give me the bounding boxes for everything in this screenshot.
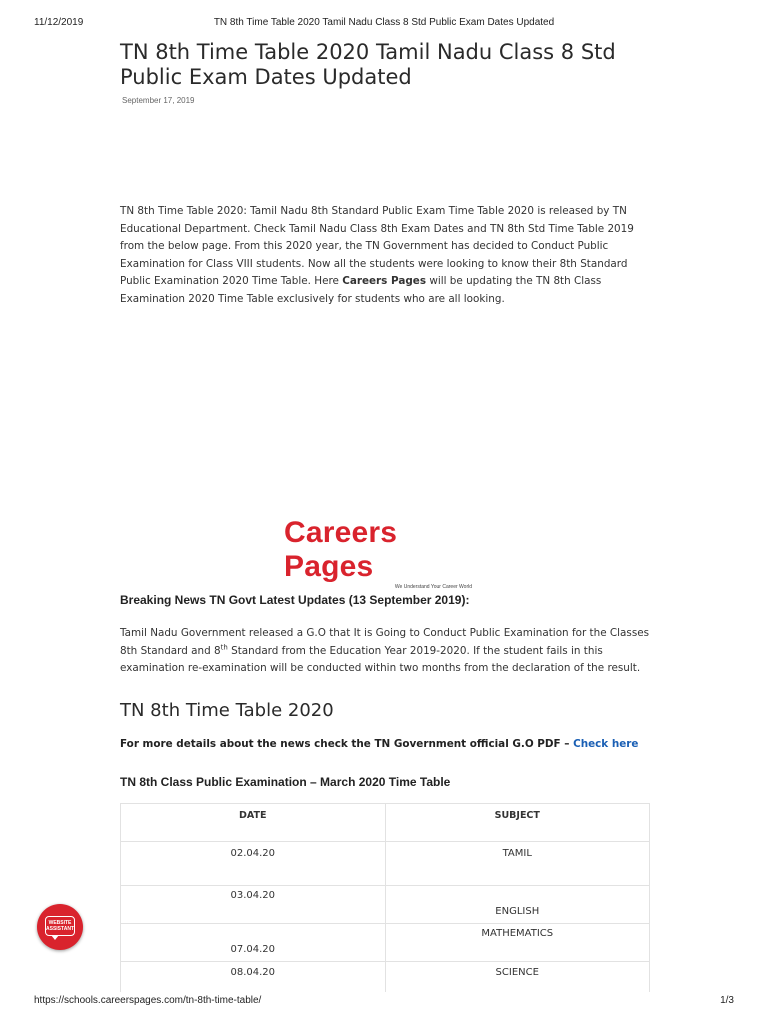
subject-cell: MATHEMATICS [385, 924, 650, 962]
check-here-link[interactable]: Check here [573, 738, 639, 750]
article-intro [120, 203, 650, 308]
careers-pages-logo[interactable] [284, 516, 474, 590]
intro-text-end: will be updating the TN 8th Class Examination 2020 Time Table exclusively for students who are all looking. [120, 275, 602, 305]
details-text: For more details about the news check the TN Government official G.O PDF – [120, 738, 574, 750]
chat-bubble-tail [51, 935, 59, 940]
breaking-news-heading: Breaking News TN Govt Latest Updates (13 September 2019): [120, 593, 470, 607]
intro-text: TN 8th Time Table 2020: Tamil Nadu 8th Standard Public Exam Time Table 2020 is released by TN Educational Department. Check Tamil Nadu Class 8th Exam Dates and TN 8th Std Time Table 2019 from the below page. From this 2020 year, the TN Government has decided to Conduct Public Examination for Class VIII students. Now all the students were looking to know their 8th Standard Public Examination 2020 Time Table. Here [120, 205, 634, 287]
breaking-text-end: Standard from the Education Year 2019-2020. If the student fails in this examination re-examination will be conducted within two months from the declaration of the result. [120, 644, 641, 674]
print-header [0, 14, 768, 28]
subject-cell: SCIENCE [385, 962, 650, 992]
article-date: September 17, 2019 [122, 96, 195, 105]
subject-column-header: SUBJECT [385, 804, 650, 842]
article-title: TN 8th Time Table 2020 Tamil Nadu Class 8 Std Public Exam Dates Updated [120, 40, 616, 89]
brand-link[interactable]: Careers Pages [342, 275, 427, 287]
page-number: 1/3 [720, 995, 734, 1006]
date-column-header: DATE [121, 804, 386, 842]
print-footer [0, 992, 768, 1006]
breaking-text: Tamil Nadu Government released a G.O that It is Going to Conduct Public Examination for the Classes 8th Standard and 8 [120, 627, 650, 657]
print-url: https://schools.careerspages.com/tn-8th-time-table/ [34, 995, 262, 1006]
logo-text: Careers Pages [284, 516, 398, 583]
chat-bubble-icon [45, 916, 75, 936]
logo-tagline: We Understand Your Career World [394, 584, 472, 590]
subject-cell: ENGLISH [385, 886, 650, 924]
date-cell: 07.04.20 [121, 924, 386, 962]
table-row [121, 886, 650, 924]
exam-time-table [120, 803, 650, 992]
table-row [121, 924, 650, 962]
date-cell: 03.04.20 [121, 886, 386, 924]
table-header-row [121, 804, 650, 842]
superscript: th [220, 643, 228, 652]
website-assistant-button[interactable] [37, 904, 83, 950]
print-title: TN 8th Time Table 2020 Tamil Nadu Class 8 Std Public Exam Dates Updated [213, 17, 555, 28]
date-cell: 08.04.20 [121, 962, 386, 992]
table-title: TN 8th Class Public Examination – March 2020 Time Table [120, 775, 451, 789]
section-title: TN 8th Time Table 2020 [120, 700, 334, 721]
assistant-label-line1: WEBSITE [48, 920, 72, 926]
details-line [120, 738, 650, 750]
date-cell: 02.04.20 [121, 842, 386, 886]
subject-cell: TAMIL [385, 842, 650, 886]
table-row [121, 842, 650, 886]
table-row [121, 962, 650, 992]
assistant-label-line2: ASSISTANT [46, 926, 74, 932]
breaking-news-body [120, 625, 650, 678]
print-date: 11/12/2019 [34, 17, 84, 28]
